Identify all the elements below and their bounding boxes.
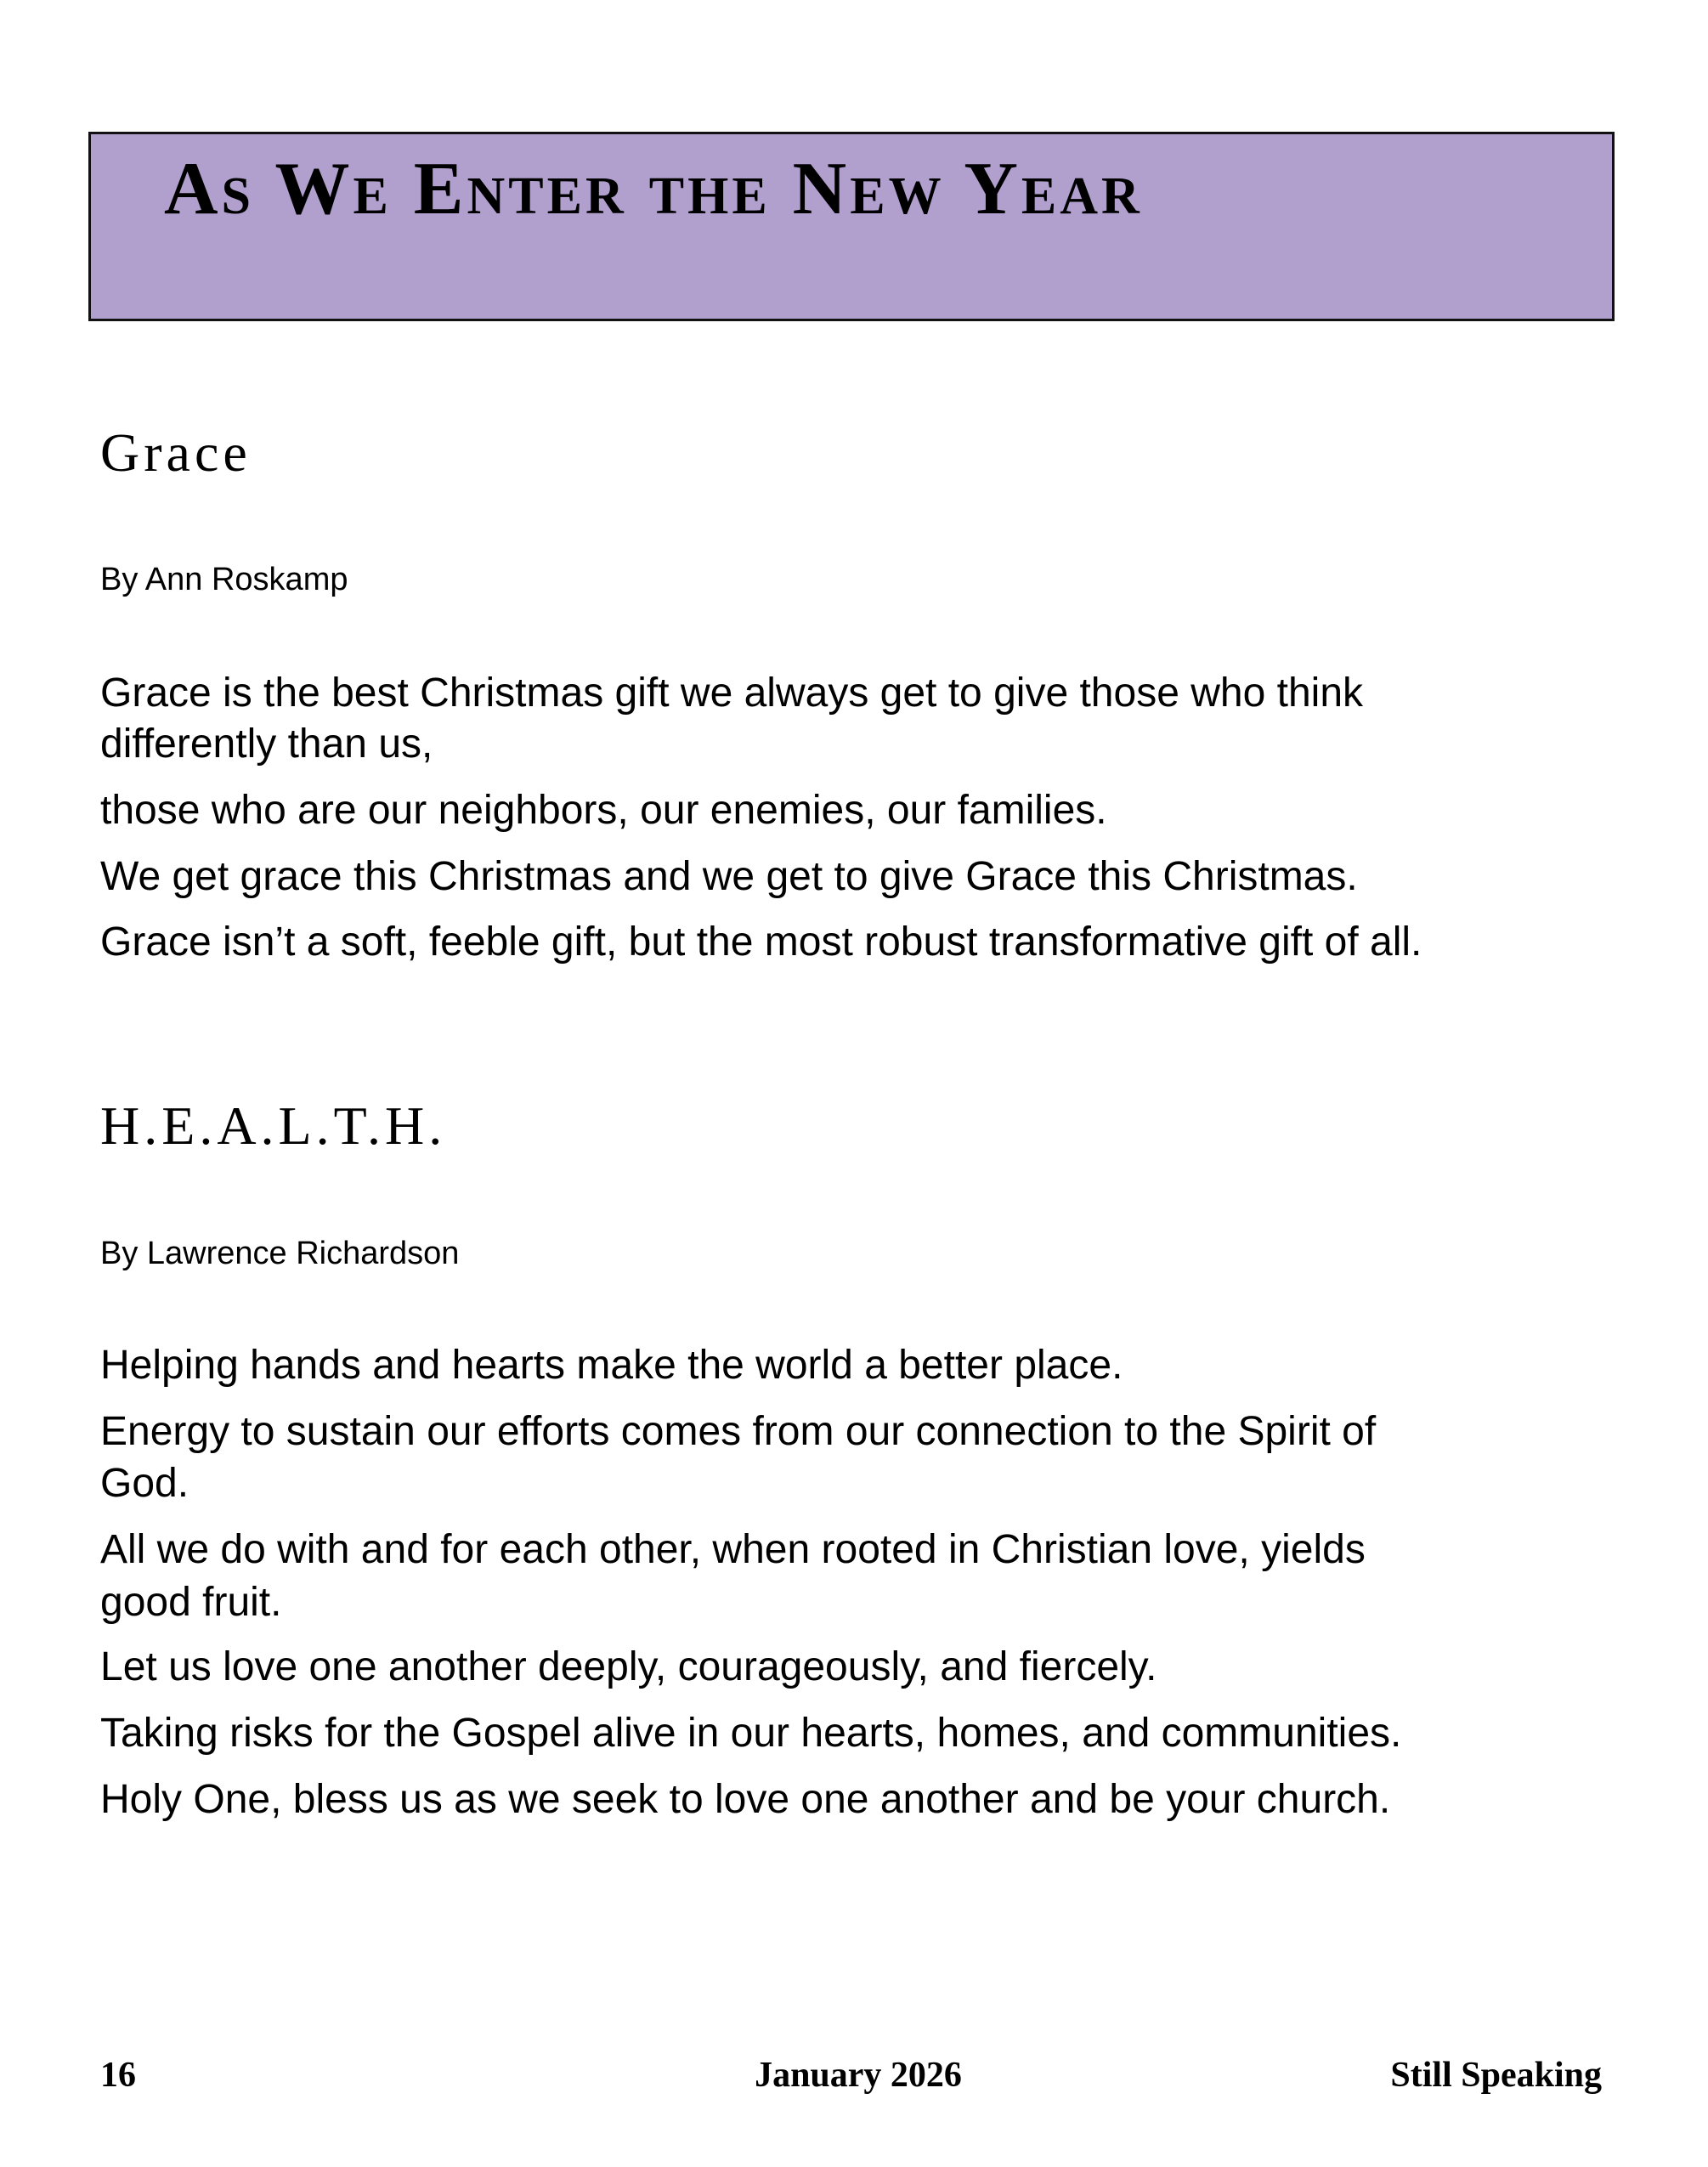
poem-line: We get grace this Christmas and we get to give Grace this Christmas. xyxy=(100,854,1358,899)
poem-line: Grace isn’t a soft, feeble gift, but the most robust transformative gift of all. xyxy=(100,919,1422,965)
poem-line: Grace is the best Christmas gift we always get to give those who think xyxy=(100,670,1364,716)
poem-line: differently than us, xyxy=(100,721,433,767)
section-heading-grace: Grace xyxy=(100,422,252,483)
footer-date: January 2026 xyxy=(755,2056,962,2095)
poem-line: Energy to sustain our efforts comes from our connection to the Spirit of xyxy=(100,1409,1377,1454)
page-number: 16 xyxy=(100,2056,136,2095)
poem-line: Let us love one another deeply, courageously, and fiercely. xyxy=(100,1644,1157,1689)
poem-line: those who are our neighbors, our enemies, our families. xyxy=(100,788,1107,833)
poem-line: God. xyxy=(100,1461,189,1506)
title-banner xyxy=(88,132,1615,321)
section-heading-health: H.E.A.L.T.H. xyxy=(100,1095,447,1156)
poem-line: All we do with and for each other, when rooted in Christian love, yields xyxy=(100,1527,1366,1572)
poem-line: Taking risks for the Gospel alive in our hearts, homes, and communities. xyxy=(100,1711,1402,1756)
poem-line: good fruit. xyxy=(100,1580,282,1625)
poem-line: Holy One, bless us as we seek to love one another and be your church. xyxy=(100,1777,1391,1822)
byline-grace: By Ann Roskamp xyxy=(100,562,348,597)
poem-line: Helping hands and hearts make the world a better place. xyxy=(100,1343,1123,1388)
byline-health: By Lawrence Richardson xyxy=(100,1236,460,1271)
publication-name: Still Speaking xyxy=(1390,2056,1602,2095)
page-title: As We Enter the New Year xyxy=(164,148,1143,230)
